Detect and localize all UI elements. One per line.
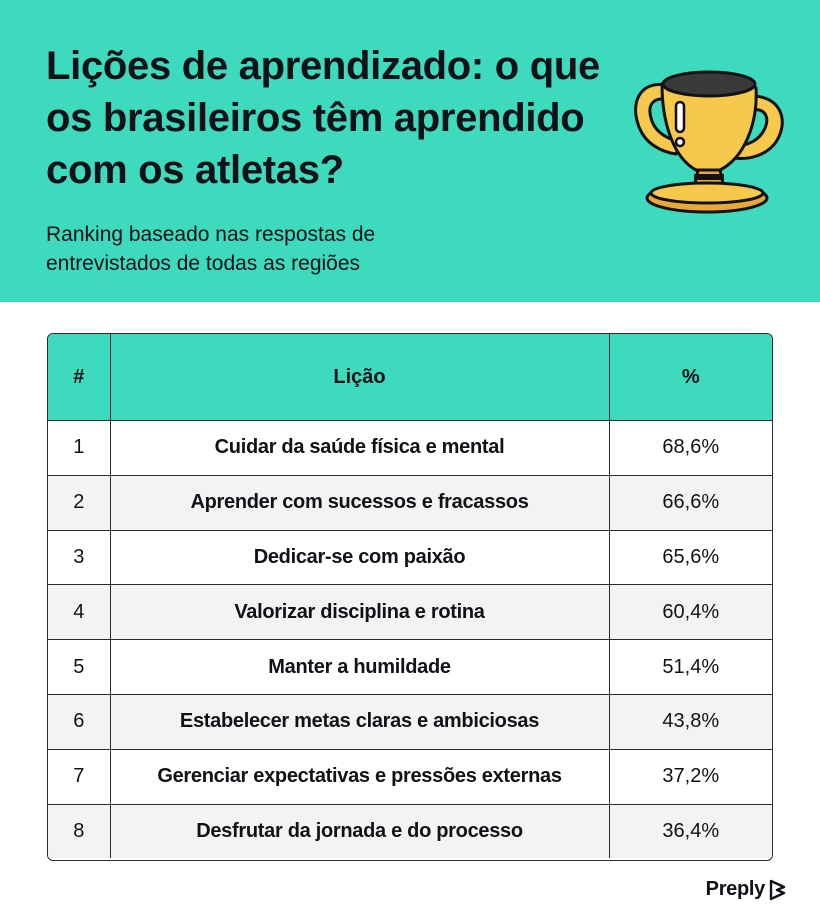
rank-cell: 1 (73, 436, 85, 459)
rank-cell: 6 (48, 694, 110, 749)
percent-cell: 43,8% (609, 694, 772, 749)
ranking-table (47, 333, 773, 861)
preply-logo (706, 878, 788, 901)
percent-cell: 65,6% (609, 530, 772, 585)
lesson-cell: Aprender com sucessos e fracassos (110, 475, 609, 530)
column-header-lesson: Lição (110, 334, 609, 421)
rank-cell: 4 (48, 585, 110, 640)
trophy-icon (624, 62, 794, 218)
table-row (48, 804, 772, 858)
rank-cell: 5 (48, 640, 110, 695)
page-title: Lições de aprendizado: o que os brasileiros têm aprendido com os atletas? (46, 44, 600, 192)
lesson-cell: Dedicar-se com paixão (110, 530, 609, 585)
table-row (48, 421, 772, 476)
lesson-cell: Cuidar da saúde física e mental (110, 421, 609, 476)
rank-cell: 3 (48, 530, 110, 585)
table-header-row (48, 334, 772, 421)
lesson-cell: Manter a humildade (110, 640, 609, 695)
lesson-cell: Gerenciar expectativas e pressões externas (110, 749, 609, 804)
lesson-cell: Valorizar disciplina e rotina (110, 585, 609, 640)
preply-logo-icon (768, 879, 788, 901)
percent-cell: 60,4% (609, 585, 772, 640)
rank-cell: 2 (48, 475, 110, 530)
percent-cell: 51,4% (609, 640, 772, 695)
column-header-rank: # (48, 334, 110, 421)
table-row (48, 694, 772, 749)
lesson-cell: Desfrutar da jornada e do processo (110, 804, 609, 858)
brand-name: Preply (705, 878, 765, 900)
rank-cell: 8 (48, 804, 110, 858)
table-row (48, 749, 772, 804)
rank-cell: 7 (48, 749, 110, 804)
table-row (48, 640, 772, 695)
header-banner (0, 0, 820, 302)
table-row (48, 585, 772, 640)
percent-cell: 37,2% (609, 749, 772, 804)
table-row (48, 475, 772, 530)
percent-cell: 66,6% (609, 475, 772, 530)
column-header-percent: % (609, 334, 772, 421)
lesson-cell: Estabelecer metas claras e ambiciosas (110, 694, 609, 749)
percent-cell: 68,6% (609, 421, 772, 476)
table-row (48, 530, 772, 585)
percent-cell: 36,4% (609, 804, 772, 858)
page-subtitle: Ranking baseado nas respostas de entrevistados de todas as regiões (46, 223, 376, 275)
